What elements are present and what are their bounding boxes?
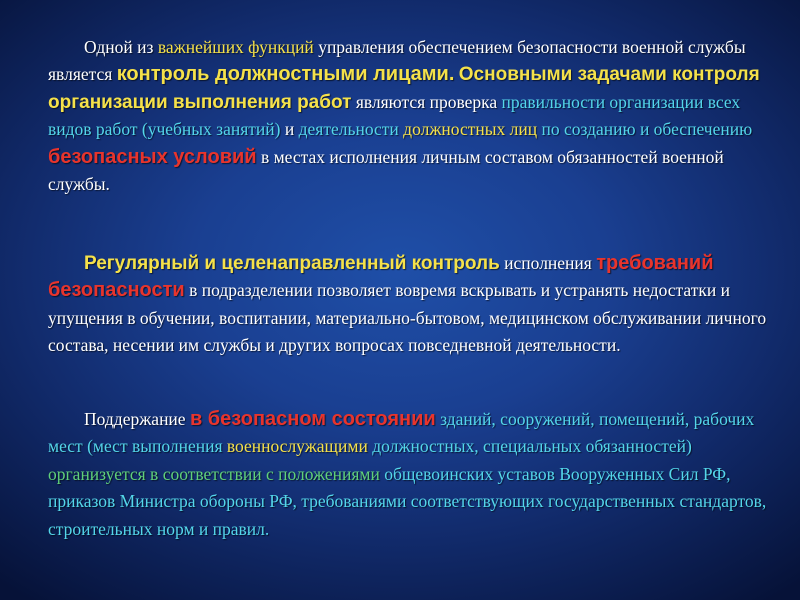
text-run: Одной из (84, 37, 158, 57)
text-run: должностных, специальных обязанностей) (372, 436, 692, 457)
text-run: военнослужащими (226, 436, 368, 457)
text-run: в безопасном состоянии (189, 408, 436, 430)
text-run: Поддержание (84, 409, 190, 429)
text-run: важнейших функций (157, 37, 314, 57)
text-run: в местах исполнения личным составом обязанностей военной службы. (48, 146, 724, 195)
paragraph-control-duties (48, 34, 768, 198)
text-run: общевоинских уставов Вооруженных Сил РФ, приказов Министра обороны РФ, требованиями соответствующих государственных стандартов, строительных норм и правил. (48, 463, 767, 539)
text-run: должностных лиц (403, 119, 538, 140)
text-run: зданий, сооружений, помещений, рабочих мест (мест выполнения (48, 409, 755, 457)
text-run: правильности организации всех видов работ (учебных занятий) (48, 91, 741, 140)
text-run: Основными задачами контроля организации выполнения работ (48, 64, 760, 113)
text-run: в подразделении позволяет вовремя вскрывать и устранять недостатки и упущения в обучении, воспитании, материально-бытовом, медицинском обслуживании личного состава, несении им службы и других вопросах повседневной деятельности. (48, 280, 767, 356)
text-run: исполнения (499, 253, 597, 273)
text-run: деятельности (298, 119, 399, 140)
paragraph-regular-control (48, 250, 768, 360)
text-run: безопасных условий (48, 145, 257, 168)
text-run: являются проверка (351, 91, 502, 112)
text-run: требований безопасности (48, 252, 714, 302)
text-run: Регулярный и целенаправленный контроль (84, 253, 500, 274)
text-run: управления обеспечением безопасности военной службы является (48, 37, 746, 85)
text-run: контроль должностными лицами. (116, 63, 455, 86)
text-run: по созданию и обеспечению (541, 119, 753, 140)
text-run: и (280, 119, 299, 140)
text-run: организуется в соответствии с положениями (48, 463, 380, 484)
paragraph-safe-condition (48, 406, 768, 543)
